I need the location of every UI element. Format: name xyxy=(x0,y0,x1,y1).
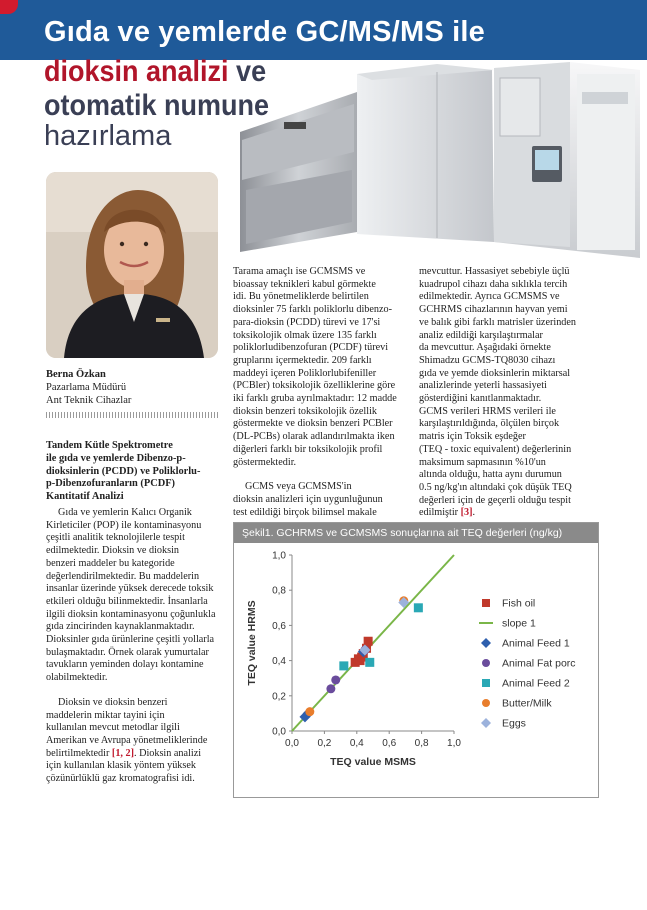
divider-hatch xyxy=(46,412,218,418)
figure xyxy=(233,522,599,798)
paragraph: Tarama amaçlı ise GCMSMS ve bioassay teknikleri kabul görmekte idi. Bu yönetmeliklerde belirtilen dioksinler 75 farklı poliklorlu dibenzo- para-dioksin (PCDD) türevi ve 17'si toksikolojik olmak üzere 135 farklı poliklorludibenzofuran (PCDF) türevi gruplarını içermektedir. 209 farklı maddeyi içeren Poliklorlubifeniller (PCBler) toksikolojik özelliklerine göre iki farklı gruba ayrılmaktadır: 12 madde dioksin benzeri toksikolojik özellik göstermekte ve dioksin benzeri PCBler (DL-PCBs) olarak adlandırılmakta iken diğerleri farklı bir toksikolojik profil göstermektedir. xyxy=(233,266,397,468)
gcms-instrument-image xyxy=(232,62,647,262)
legend-swatch xyxy=(482,659,490,667)
y-tick-label: 0,6 xyxy=(272,620,286,632)
x-tick-label: 0,2 xyxy=(317,738,332,749)
y-tick-label: 0,0 xyxy=(272,726,286,738)
y-tick-label: 0,2 xyxy=(272,691,286,703)
subtitle-highlight: dioksin analizi xyxy=(44,55,229,88)
teq-scatter-chart xyxy=(234,543,598,797)
y-tick-label: 0,4 xyxy=(272,656,286,668)
figure-caption: Şekil1. GCHRMS ve GCMSMS sonuçlarına ait TEQ değerleri (ng/kg) xyxy=(234,523,598,543)
paragraph-text: . xyxy=(472,507,476,519)
y-tick-label: 1,0 xyxy=(272,550,286,562)
legend-label: Fish oil xyxy=(502,597,536,610)
paragraph-text: . Dioksin analizi için kullanılan klasik yöntem yüksek çözünürlüklü gaz kromatografisi idi. xyxy=(46,747,202,785)
author-company: Ant Teknik Cihazlar xyxy=(46,395,132,406)
legend-swatch xyxy=(482,679,490,687)
author-photo xyxy=(46,172,218,358)
legend-swatch xyxy=(482,599,490,607)
data-point xyxy=(331,675,340,684)
legend-swatch xyxy=(482,699,490,707)
data-point xyxy=(339,661,348,670)
paragraph-text: mevcuttur. Hassasiyet sebebiyle üçlü kuadrupol cihazı daha sıklıkla tercih edilmektedir. Ayrıca GCMSMS ve GCHRMS cihazlarının hayvan yemi ve balık gibi farklı matrisler üzerinden analiz edildiği karşılaştırmalar da mevcuttur. Aşağıdaki örnekte Shimadzu GCMS-TQ8030 cihazı gıda ve yemde dioksinlerin miktarsal analizlerinde yeterli hassasiyeti gösterdiğini kanıtlanmaktadır. GCMS verileri HRMS verileri ile karşılaştırıldığında, ölçülen birçok matris için Toksik eşdeğer (TEQ - toxic equivalent) değerlerinin maksimum sapmasının %10'un altında olduğu, hatta aynı durumun 0.5 ng/kg'ın altındaki çok düşük TEQ değerleri için de geçerli olduğu tespit edilmiştir xyxy=(419,266,577,519)
data-point xyxy=(326,684,335,693)
legend-swatch xyxy=(481,718,491,728)
paragraph-text: Dioksin ve dioksin benzeri maddelerin miktar tayini için kullanılan mevcut metodlar ilgili Amerikan ve Avrupa yönetmeliklerinde belirtilmektedir xyxy=(46,696,208,759)
subtitle-line-3: hazırlama xyxy=(44,120,172,152)
paragraph: Gıda ve yemlerin Kalıcı Organik Kirleticiler (POP) ile kontaminasyonu çeşitli analitik teknolojilerle tespit edilmektedir. Dioksin ve dioksin benzeri maddeler bu kategoride değerlendirilmektedir. Bu maddelerin insanlar üzerinde yüksek derecede toksik etkileri olduğu bilinmektedir. İnsanlarla ilgili dioksin kontaminasyonu çoğunlukla gıda zincirinden kaynaklanmaktadır. Dioksinler gıda ürünlerine çeşitli yollarla bulaşmaktadır. Örnek olarak yumurtalar tavukların yeminden dolayı kontamine olabilmektedir. xyxy=(46,506,216,684)
series-line-slope-1 xyxy=(292,555,454,731)
data-point xyxy=(414,603,423,612)
x-axis-label: TEQ value MSMS xyxy=(330,756,416,768)
page-title: Gıda ve yemlerde GC/MS/MS ile xyxy=(44,16,485,48)
x-tick-label: 0,6 xyxy=(382,738,397,749)
subtitle-rest: ve xyxy=(228,55,267,88)
y-axis-label: TEQ value HRMS xyxy=(246,600,258,686)
paragraph: GCMS veya GCMSMS'in dioksin analizleri için uygunluğunun test edildiği birçok bilimsel makale xyxy=(233,481,383,518)
left-column xyxy=(46,440,224,786)
legend-label: Animal Fat porc xyxy=(502,657,576,670)
legend-label: slope 1 xyxy=(502,617,536,630)
x-tick-label: 0,0 xyxy=(285,738,299,749)
subtitle-line-2: otomatik numune xyxy=(44,89,270,122)
author-byline xyxy=(46,368,131,407)
author-role: Pazarlama Müdürü xyxy=(46,382,127,393)
legend-label: Animal Feed 1 xyxy=(502,637,570,650)
y-tick-label: 0,8 xyxy=(272,585,286,597)
data-point xyxy=(305,707,314,716)
paragraph xyxy=(46,697,224,786)
legend-label: Eggs xyxy=(502,717,526,730)
legend-label: Butter/Milk xyxy=(502,697,552,710)
data-point xyxy=(364,637,373,646)
x-tick-label: 0,4 xyxy=(349,738,364,749)
right-column xyxy=(419,266,597,520)
legend-label: Animal Feed 2 xyxy=(502,677,570,690)
citation: [3] xyxy=(460,507,473,519)
x-tick-label: 1,0 xyxy=(447,738,461,749)
legend-swatch xyxy=(481,638,491,648)
x-tick-label: 0,8 xyxy=(414,738,429,749)
citation: [1, 2] xyxy=(111,747,134,759)
section-heading: Tandem Kütle Spektrometre ile gıda ve yemlerde Dibenzo-p- dioksinlerin (PCDD) ve Poliklorlu- p-Dibenzofuranların (PCDF) Kantitatif Analizi xyxy=(46,440,201,503)
data-point xyxy=(365,658,374,667)
author-name: Berna Özkan xyxy=(46,369,106,380)
middle-column xyxy=(233,266,416,519)
paragraph xyxy=(419,266,597,520)
